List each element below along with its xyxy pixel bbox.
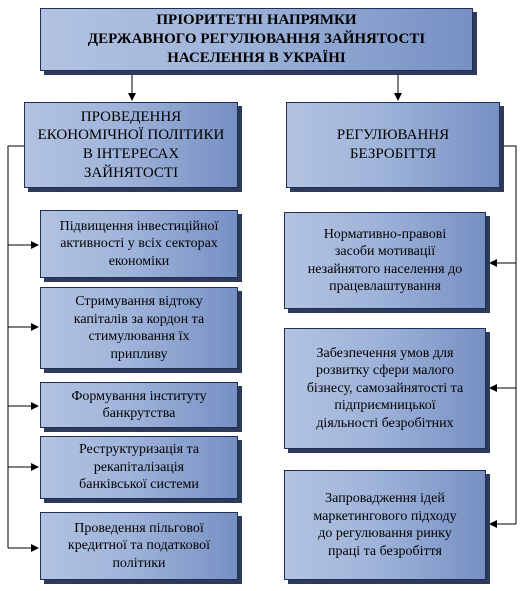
left-item-box bbox=[40, 512, 238, 580]
right-item-label: Забезпечення умов для розвитку сфери малого бізнесу, самозайнятості та підприємницької діяльності безробітних bbox=[306, 345, 464, 431]
right-heading: РЕГУЛЮВАННЯ БЕЗРОБІТТЯ bbox=[336, 127, 450, 162]
left-item-label: Проведення пільгової кредитної та податкової політики bbox=[67, 520, 211, 571]
left-item-box bbox=[40, 382, 238, 428]
left-item-label: Стримування відтоку капіталів за кордон та стимулювання їх припливу bbox=[73, 294, 205, 362]
right-item-label: Запровадження ідей маркетингового підходу до регулювання ринку праці та безробіття bbox=[313, 491, 457, 559]
left-item-box bbox=[40, 210, 238, 278]
right-trunk-line bbox=[502, 146, 516, 524]
left-heading: ПРОВЕДЕННЯ ЕКОНОМІЧНОЇ ПОЛІТИКИ В ІНТЕРЕСАХ ЗАЙНЯТОСТІ bbox=[37, 108, 225, 181]
diagram-title: ПРІОРИТЕТНІ НАПРЯМКИ ДЕРЖАВНОГО РЕГУЛЮВАННЯ ЗАЙНЯТОСТІ НАСЕЛЕННЯ В УКРАЇНІ bbox=[87, 12, 426, 66]
left-item-box bbox=[40, 287, 238, 369]
left-trunk-line bbox=[8, 146, 24, 548]
left-item-label: Реструктуризація та рекапіталізація банківської системи bbox=[78, 442, 200, 493]
left-heading-box bbox=[24, 102, 238, 188]
right-item-box bbox=[284, 212, 486, 309]
left-item-label: Підвищення інвестиційної активності у всіх секторах економіки bbox=[59, 218, 219, 269]
right-item-box bbox=[284, 328, 486, 449]
diagram-title-box bbox=[40, 8, 473, 71]
right-item-label: Нормативно-правові засоби мотивації незайнятого населення до працевлаштування bbox=[307, 226, 463, 294]
left-item-label: Формування інституту банкрутства bbox=[71, 388, 207, 421]
right-heading-box bbox=[286, 102, 500, 188]
left-item-box bbox=[40, 436, 238, 499]
right-item-box bbox=[284, 470, 486, 580]
